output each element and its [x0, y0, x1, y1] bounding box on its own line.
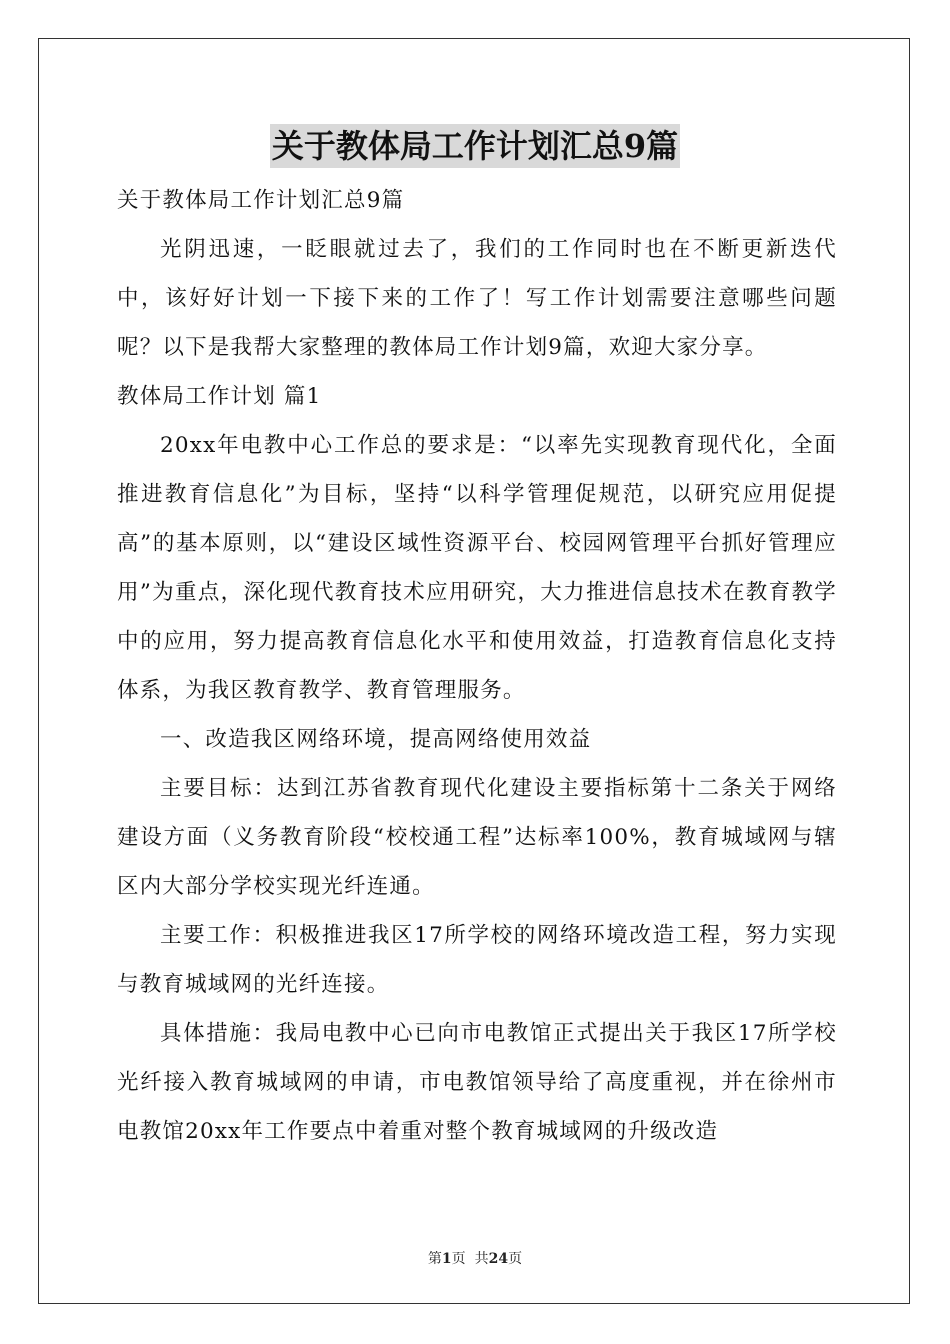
paragraph: 关于教体局工作计划汇总9篇	[117, 188, 405, 213]
total-pages-number: 24	[488, 1251, 509, 1267]
document-title: 关于教体局工作计划汇总9篇	[270, 124, 680, 168]
footer-prefix: 第	[427, 1251, 442, 1267]
paragraph: 主要目标：达到江苏省教育现代化建设主要指标第十二条关于网络建设方面（义务教育阶段“校校通工程”达标率100%，教育城域网与辖区内大部分学校实现光纤连通。	[117, 776, 837, 899]
footer-mid: 页 共	[451, 1251, 489, 1267]
document-body	[117, 176, 837, 1156]
subsection-heading: 一、改造我区网络环境，提高网络使用效益	[160, 727, 592, 752]
footer-suffix: 页	[508, 1251, 523, 1267]
title-container	[0, 124, 950, 168]
section-heading: 教体局工作计划 篇1	[117, 384, 322, 409]
paragraph: 具体措施：我局电教中心已向市电教馆正式提出关于我区17所学校光纤接入教育城域网的申请，市电教馆领导给了高度重视，并在徐州市电教馆20xx年工作要点中着重对整个教育城域网的升级改造	[117, 1021, 837, 1144]
current-page-number: 1	[441, 1251, 452, 1267]
page-footer	[0, 1248, 950, 1268]
paragraph: 20xx年电教中心工作总的要求是：“以率先实现教育现代化，全面推进教育信息化”为目标，坚持“以科学管理促规范，以研究应用促提高”的基本原则，以“建设区域性资源平台、校园网管理平台抓好管理应用”为重点，深化现代教育技术应用研究，大力推进信息技术在教育教学中的应用，努力提高教育信息化水平和使用效益，打造教育信息化支持体系，为我区教育教学、教育管理服务。	[117, 433, 837, 703]
paragraph: 主要工作：积极推进我区17所学校的网络环境改造工程，努力实现与教育城域网的光纤连接。	[117, 923, 837, 997]
paragraph: 光阴迅速，一眨眼就过去了，我们的工作同时也在不断更新迭代中，该好好计划一下接下来的工作了！写工作计划需要注意哪些问题呢？以下是我帮大家整理的教体局工作计划9篇，欢迎大家分享。	[117, 237, 837, 360]
